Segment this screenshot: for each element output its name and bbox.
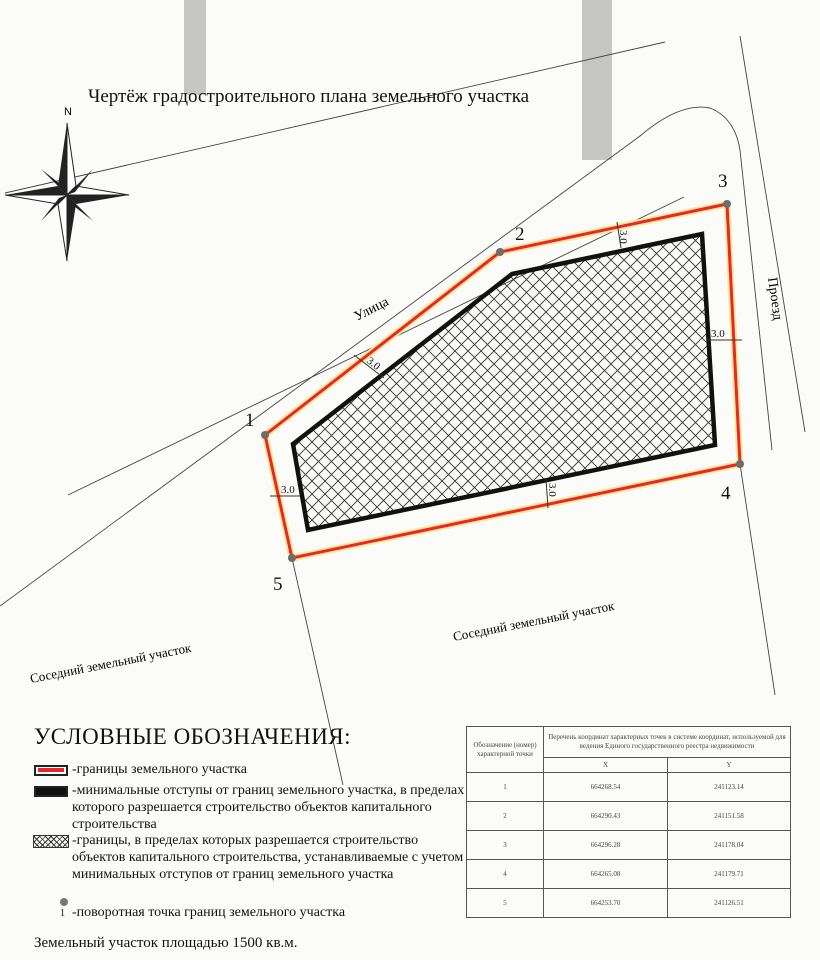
drawing-title: Чертёж градостроительного плана земельного участка (88, 86, 530, 107)
neighbor-boundary-line (292, 558, 343, 785)
table-cell-x: 664268.54 (544, 773, 668, 802)
turning-point-4 (736, 460, 744, 468)
legend-label: -границы, в пределах которых разрешается строительство объектов капитального строительства, устанавливаемые с учетом минимальных отступов от границ земельного участка (72, 833, 464, 882)
legend-point-number: 1 (60, 908, 65, 919)
turning-point-1 (261, 431, 269, 439)
legend-heading: УСЛОВНЫЕ ОБОЗНАЧЕНИЯ: (34, 724, 352, 749)
table-row (467, 773, 791, 802)
table-cell-y: 241178.04 (667, 831, 790, 860)
scan-shadow (582, 0, 612, 160)
scan-shadow (184, 0, 206, 95)
compass-rose (5, 106, 129, 261)
table-cell-point: 2 (467, 802, 544, 831)
neighbor-bottom-label: Соседний земельный участок (451, 597, 616, 644)
table-cell-point: 1 (467, 773, 544, 802)
table-cell-x: 664265.08 (544, 860, 668, 889)
coordinates-table (466, 726, 791, 918)
street-label: Улица (352, 294, 392, 325)
legend-label: -границы земельного участка (72, 762, 247, 777)
table-row (467, 831, 791, 860)
table-cell-point: 4 (467, 860, 544, 889)
point-number-5: 5 (273, 574, 283, 595)
table-cell-x: 664290.43 (544, 802, 668, 831)
legend-hatch-swatch (33, 835, 69, 848)
area-note: Земельный участок площадью 1500 кв.м. (34, 935, 298, 951)
neighbor-boundary-line (740, 464, 775, 695)
neighbor-left-label: Соседний земельный участок (28, 639, 193, 686)
table-cell-x: 664253.70 (544, 889, 668, 918)
legend-label: -минимальные отступы от границ земельного участка, в пределах которого разрешается строительство объектов капитального строительства (72, 783, 465, 832)
table-row (467, 802, 791, 831)
turning-point-5 (288, 554, 296, 562)
offset-label-top: 3.0 (617, 230, 629, 244)
street-edge-line (5, 42, 665, 193)
point-number-1: 1 (245, 410, 255, 431)
turning-point-3 (723, 200, 731, 208)
point-number-4: 4 (721, 483, 731, 504)
table-cell-point: 3 (467, 831, 544, 860)
table-header-coords: Перечень координат характерных точек в системе координат, используемой для ведения Единого государственного реестра недвижимости (544, 727, 791, 758)
turning-point-2 (496, 248, 504, 256)
legend-black-swatch (34, 786, 68, 797)
offset-label-passage: 3.0 (711, 328, 725, 340)
table-row (467, 889, 791, 918)
table-cell-y: 241123.14 (667, 773, 790, 802)
legend-red-swatch (34, 765, 68, 776)
legend-label: -поворотная точка границ земельного участка (72, 905, 346, 920)
table-cell-point: 5 (467, 889, 544, 918)
passage-label: Проезд (764, 276, 785, 322)
table-cell-y: 241179.71 (667, 860, 790, 889)
table-header-point: Обозначение (номер) характерной точки (467, 727, 544, 773)
table-header-y: Y (667, 758, 790, 773)
offset-label-left: 3.0 (281, 484, 295, 496)
point-number-2: 2 (515, 224, 525, 245)
table-cell-y: 241151.58 (667, 802, 790, 831)
point-number-3: 3 (718, 171, 728, 192)
passage-edge-line (740, 36, 805, 432)
table-row (467, 860, 791, 889)
table-cell-y: 241126.51 (667, 889, 790, 918)
legend-point-dot (60, 898, 68, 906)
offset-label-street: 3.0 (364, 354, 383, 373)
offset-label-bottom: 3.0 (546, 483, 558, 497)
table-header-x: X (544, 758, 668, 773)
compass-north-label: N (64, 106, 72, 118)
table-cell-x: 664296.28 (544, 831, 668, 860)
